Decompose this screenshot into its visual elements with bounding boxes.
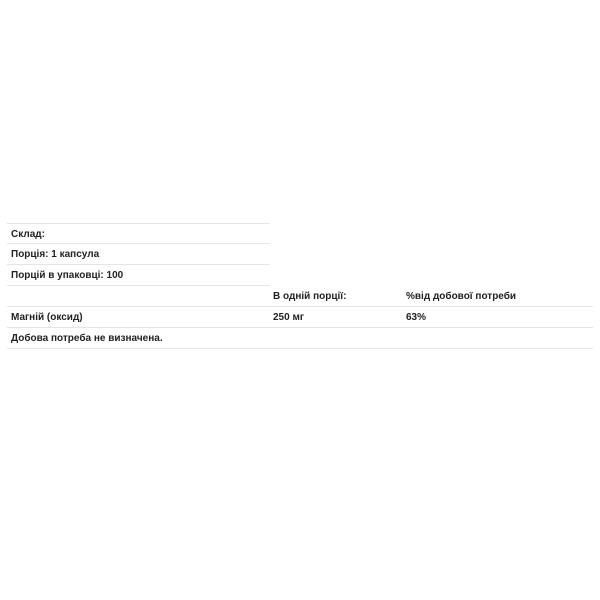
footnote-text: Добова потреба не визначена. (11, 333, 163, 344)
column-header-row (7, 286, 593, 307)
ingredient-name: Магній (оксид) (11, 312, 83, 323)
amount-per-serving-header: В одній порції: (273, 291, 347, 302)
serving-size-row (7, 244, 270, 265)
serving-size-text: Порція: 1 капсула (11, 249, 100, 260)
composition-label: Склад: (11, 229, 45, 240)
composition-row (7, 223, 270, 244)
ingredient-daily-value: 63% (406, 312, 427, 323)
supplement-facts-table (7, 223, 593, 349)
footnote-row (7, 328, 593, 349)
daily-value-header: %від добової потреби (406, 291, 517, 302)
ingredient-amount: 250 мг (273, 312, 305, 323)
servings-per-container-row (7, 265, 270, 286)
ingredient-row (7, 307, 593, 328)
servings-per-container-text: Порцій в упаковці: 100 (11, 270, 124, 281)
